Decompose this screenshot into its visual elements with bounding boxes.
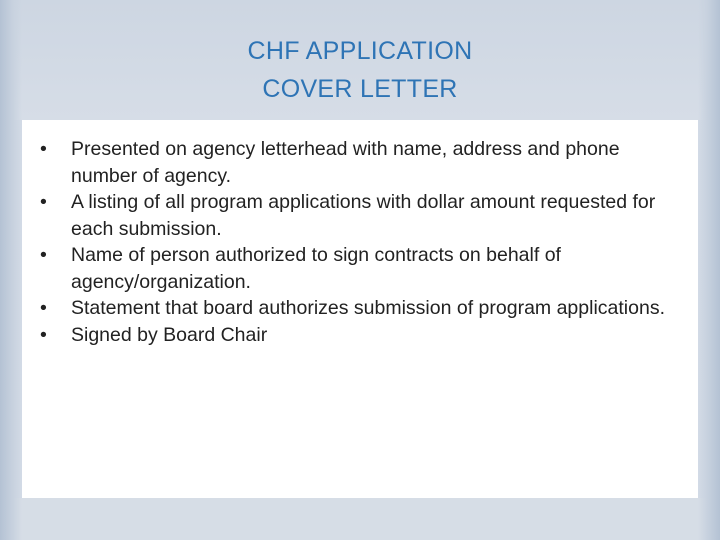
bullet-text: Statement that board authorizes submission of program applications. (71, 297, 665, 319)
bullet-item (38, 136, 678, 189)
bullet-item (38, 322, 678, 349)
bullet-dot-icon: • (40, 297, 47, 319)
title-line-2: COVER LETTER (262, 75, 458, 103)
slide-title (0, 32, 720, 108)
footer-band (0, 498, 720, 540)
bullet-item (38, 295, 678, 322)
title-line-1: CHF APPLICATION (247, 37, 473, 65)
bullet-dot-icon: • (40, 323, 47, 346)
bullet-text: A listing of all program applications with dollar amount requested for each submission. (71, 191, 656, 240)
bullet-text: Signed by Board Chair (71, 323, 268, 346)
bullet-dot-icon: • (40, 191, 47, 213)
bullet-list (38, 136, 678, 348)
bullet-text: Presented on agency letterhead with name, address and phone number of agency. (71, 138, 620, 187)
bullet-dot-icon: • (40, 244, 47, 266)
bullet-dot-icon: • (40, 138, 47, 160)
bullet-item (38, 189, 678, 242)
bullet-item (38, 242, 678, 295)
bullet-text: Name of person authorized to sign contracts on behalf of agency/organization. (71, 244, 561, 293)
